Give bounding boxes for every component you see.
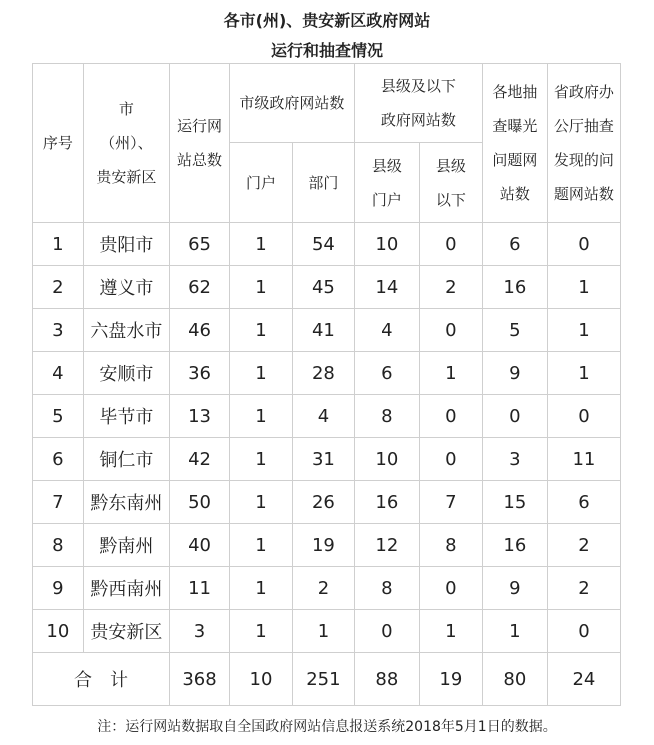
government-websites-table	[32, 63, 621, 706]
cell-municipal-portal: 1	[229, 352, 292, 395]
cell-exposed: 0	[482, 395, 547, 438]
cell-exposed: 1	[482, 610, 547, 653]
cell-municipal-dept: 4	[292, 395, 354, 438]
cell-exposed: 5	[482, 309, 547, 352]
totals-label: 合 计	[33, 653, 170, 706]
cell-city: 铜仁市	[83, 438, 169, 481]
cell-municipal-portal: 1	[229, 481, 292, 524]
table-row	[33, 352, 621, 395]
cell-county-portal: 10	[354, 223, 419, 266]
cell-city: 黔东南州	[83, 481, 169, 524]
header-total-sites: 运行网 站总数	[170, 64, 230, 223]
cell-exposed: 6	[482, 223, 547, 266]
total-municipal-dept: 251	[292, 653, 354, 706]
cell-county-portal: 0	[354, 610, 419, 653]
cell-seq: 3	[33, 309, 84, 352]
cell-provincial: 1	[547, 309, 620, 352]
cell-provincial: 1	[547, 266, 620, 309]
cell-exposed: 9	[482, 567, 547, 610]
cell-county-below: 0	[419, 395, 482, 438]
header-municipal-dept: 部门	[292, 143, 354, 223]
cell-municipal-dept: 19	[292, 524, 354, 567]
cell-seq: 9	[33, 567, 84, 610]
cell-city: 黔南州	[83, 524, 169, 567]
cell-county-portal: 12	[354, 524, 419, 567]
table-row	[33, 223, 621, 266]
cell-provincial: 6	[547, 481, 620, 524]
cell-provincial: 2	[547, 567, 620, 610]
cell-municipal-portal: 1	[229, 223, 292, 266]
cell-county-portal: 14	[354, 266, 419, 309]
cell-county-portal: 16	[354, 481, 419, 524]
cell-provincial: 1	[547, 352, 620, 395]
cell-city: 贵阳市	[83, 223, 169, 266]
cell-total: 42	[170, 438, 230, 481]
cell-seq: 6	[33, 438, 84, 481]
cell-seq: 10	[33, 610, 84, 653]
cell-municipal-portal: 1	[229, 395, 292, 438]
cell-county-below: 2	[419, 266, 482, 309]
cell-provincial: 0	[547, 610, 620, 653]
cell-seq: 8	[33, 524, 84, 567]
cell-municipal-portal: 1	[229, 524, 292, 567]
cell-total: 65	[170, 223, 230, 266]
cell-municipal-dept: 28	[292, 352, 354, 395]
header-exposed-sites: 各地抽 查曝光 问题网 站数	[482, 64, 547, 223]
cell-city: 毕节市	[83, 395, 169, 438]
total-municipal-portal: 10	[229, 653, 292, 706]
header-county-portal: 县级 门户	[354, 143, 419, 223]
cell-exposed: 9	[482, 352, 547, 395]
cell-municipal-dept: 2	[292, 567, 354, 610]
cell-county-below: 0	[419, 309, 482, 352]
cell-city: 贵安新区	[83, 610, 169, 653]
header-municipal-sites: 市级政府网站数	[229, 64, 354, 143]
cell-municipal-dept: 54	[292, 223, 354, 266]
cell-total: 50	[170, 481, 230, 524]
cell-city: 安顺市	[83, 352, 169, 395]
cell-total: 40	[170, 524, 230, 567]
table-row	[33, 481, 621, 524]
header-city: 市 （州）、 贵安新区	[83, 64, 169, 223]
cell-exposed: 16	[482, 266, 547, 309]
cell-municipal-portal: 1	[229, 610, 292, 653]
cell-total: 11	[170, 567, 230, 610]
cell-total: 3	[170, 610, 230, 653]
cell-municipal-portal: 1	[229, 309, 292, 352]
cell-county-portal: 10	[354, 438, 419, 481]
cell-municipal-dept: 31	[292, 438, 354, 481]
cell-seq: 5	[33, 395, 84, 438]
cell-municipal-dept: 41	[292, 309, 354, 352]
cell-county-below: 8	[419, 524, 482, 567]
cell-provincial: 0	[547, 223, 620, 266]
cell-municipal-dept: 45	[292, 266, 354, 309]
cell-county-below: 7	[419, 481, 482, 524]
table-row	[33, 309, 621, 352]
cell-county-below: 0	[419, 567, 482, 610]
cell-total: 36	[170, 352, 230, 395]
footnote: 注：运行网站数据取自全国政府网站信息报送系统2018年5月1日的数据。	[97, 719, 557, 735]
cell-county-below: 0	[419, 223, 482, 266]
table-title-line1: 各市(州)、贵安新区政府网站	[223, 11, 431, 30]
total-sites: 368	[170, 653, 230, 706]
cell-county-below: 1	[419, 610, 482, 653]
table-row	[33, 395, 621, 438]
cell-city: 黔西南州	[83, 567, 169, 610]
cell-total: 46	[170, 309, 230, 352]
table-title-line2: 运行和抽查情况	[270, 41, 383, 60]
table-row	[33, 524, 621, 567]
cell-county-portal: 8	[354, 395, 419, 438]
totals-row	[33, 653, 621, 706]
cell-seq: 2	[33, 266, 84, 309]
header-county-below: 县级 以下	[419, 143, 482, 223]
table-row	[33, 567, 621, 610]
cell-municipal-portal: 1	[229, 266, 292, 309]
total-county-portal: 88	[354, 653, 419, 706]
cell-provincial: 2	[547, 524, 620, 567]
cell-county-portal: 6	[354, 352, 419, 395]
total-county-below: 19	[419, 653, 482, 706]
header-county-sites: 县级及以下 政府网站数	[354, 64, 482, 143]
cell-municipal-dept: 1	[292, 610, 354, 653]
table-row	[33, 266, 621, 309]
cell-municipal-dept: 26	[292, 481, 354, 524]
cell-county-portal: 8	[354, 567, 419, 610]
cell-county-portal: 4	[354, 309, 419, 352]
cell-exposed: 15	[482, 481, 547, 524]
header-seq: 序号	[33, 64, 84, 223]
table-row	[33, 438, 621, 481]
total-exposed: 80	[482, 653, 547, 706]
header-municipal-portal: 门户	[229, 143, 292, 223]
cell-total: 13	[170, 395, 230, 438]
header-provincial-check: 省政府办 公厅抽查 发现的问 题网站数	[547, 64, 620, 223]
cell-municipal-portal: 1	[229, 438, 292, 481]
cell-total: 62	[170, 266, 230, 309]
cell-exposed: 16	[482, 524, 547, 567]
cell-county-below: 1	[419, 352, 482, 395]
cell-provincial: 11	[547, 438, 620, 481]
cell-seq: 1	[33, 223, 84, 266]
total-provincial: 24	[547, 653, 620, 706]
cell-exposed: 3	[482, 438, 547, 481]
cell-seq: 7	[33, 481, 84, 524]
cell-city: 遵义市	[83, 266, 169, 309]
cell-city: 六盘水市	[83, 309, 169, 352]
table-row	[33, 610, 621, 653]
cell-county-below: 0	[419, 438, 482, 481]
cell-municipal-portal: 1	[229, 567, 292, 610]
cell-provincial: 0	[547, 395, 620, 438]
cell-seq: 4	[33, 352, 84, 395]
